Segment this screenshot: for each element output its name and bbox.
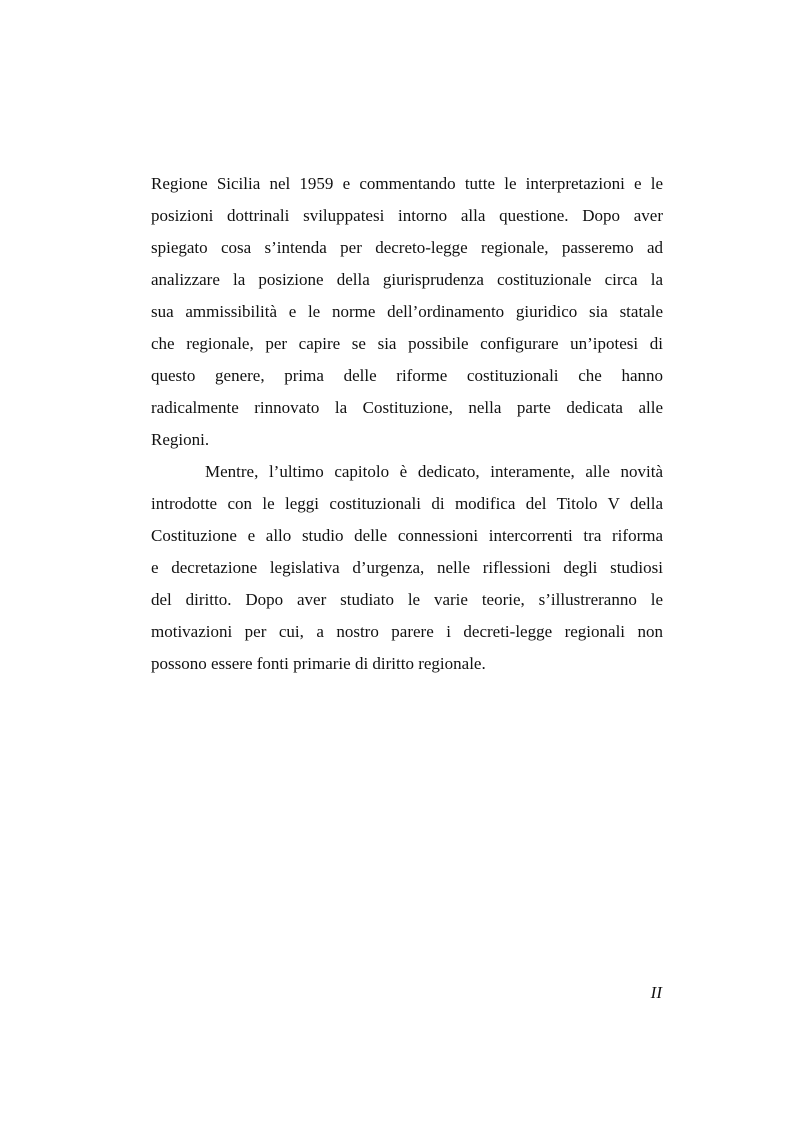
text-line: posizioni dottrinali sviluppatesi intorno alla questione. Dopo aver: [151, 206, 663, 225]
text-line: analizzare la posizione della giurisprudenza costituzionale circa la: [151, 270, 663, 289]
text-line: Regioni.: [151, 430, 210, 449]
text-line: spiegato cosa s’intenda per decreto-legge regionale, passeremo ad: [151, 238, 663, 257]
text-line: Mentre, l’ultimo capitolo è dedicato, interamente, alle novità: [205, 462, 663, 481]
text-line: motivazioni per cui, a nostro parere i decreti-legge regionali non: [151, 622, 663, 641]
text-line: introdotte con le leggi costituzionali di modifica del Titolo V della: [151, 494, 663, 513]
text-line: del diritto. Dopo aver studiato le varie teorie, s’illustreranno le: [151, 590, 663, 609]
text-line: questo genere, prima delle riforme costituzionali che hanno: [151, 366, 663, 385]
text-line: Regione Sicilia nel 1959 e commentando tutte le interpretazioni e le: [151, 174, 663, 193]
text-line: e decretazione legislativa d’urgenza, nelle riflessioni degli studiosi: [151, 558, 663, 577]
paragraph-2: [151, 456, 663, 680]
body-text: [151, 168, 663, 680]
text-line: possono essere fonti primarie di diritto regionale.: [151, 654, 486, 673]
text-line: radicalmente rinnovato la Costituzione, nella parte dedicata alle: [151, 398, 663, 417]
page-number: II: [650, 983, 662, 1002]
text-line: Costituzione e allo studio delle connessioni intercorrenti tra riforma: [151, 526, 663, 545]
text-line: sua ammissibilità e le norme dell’ordinamento giuridico sia statale: [151, 302, 663, 321]
text-line: che regionale, per capire se sia possibile configurare un’ipotesi di: [151, 334, 663, 353]
paragraph-1: [151, 168, 663, 456]
